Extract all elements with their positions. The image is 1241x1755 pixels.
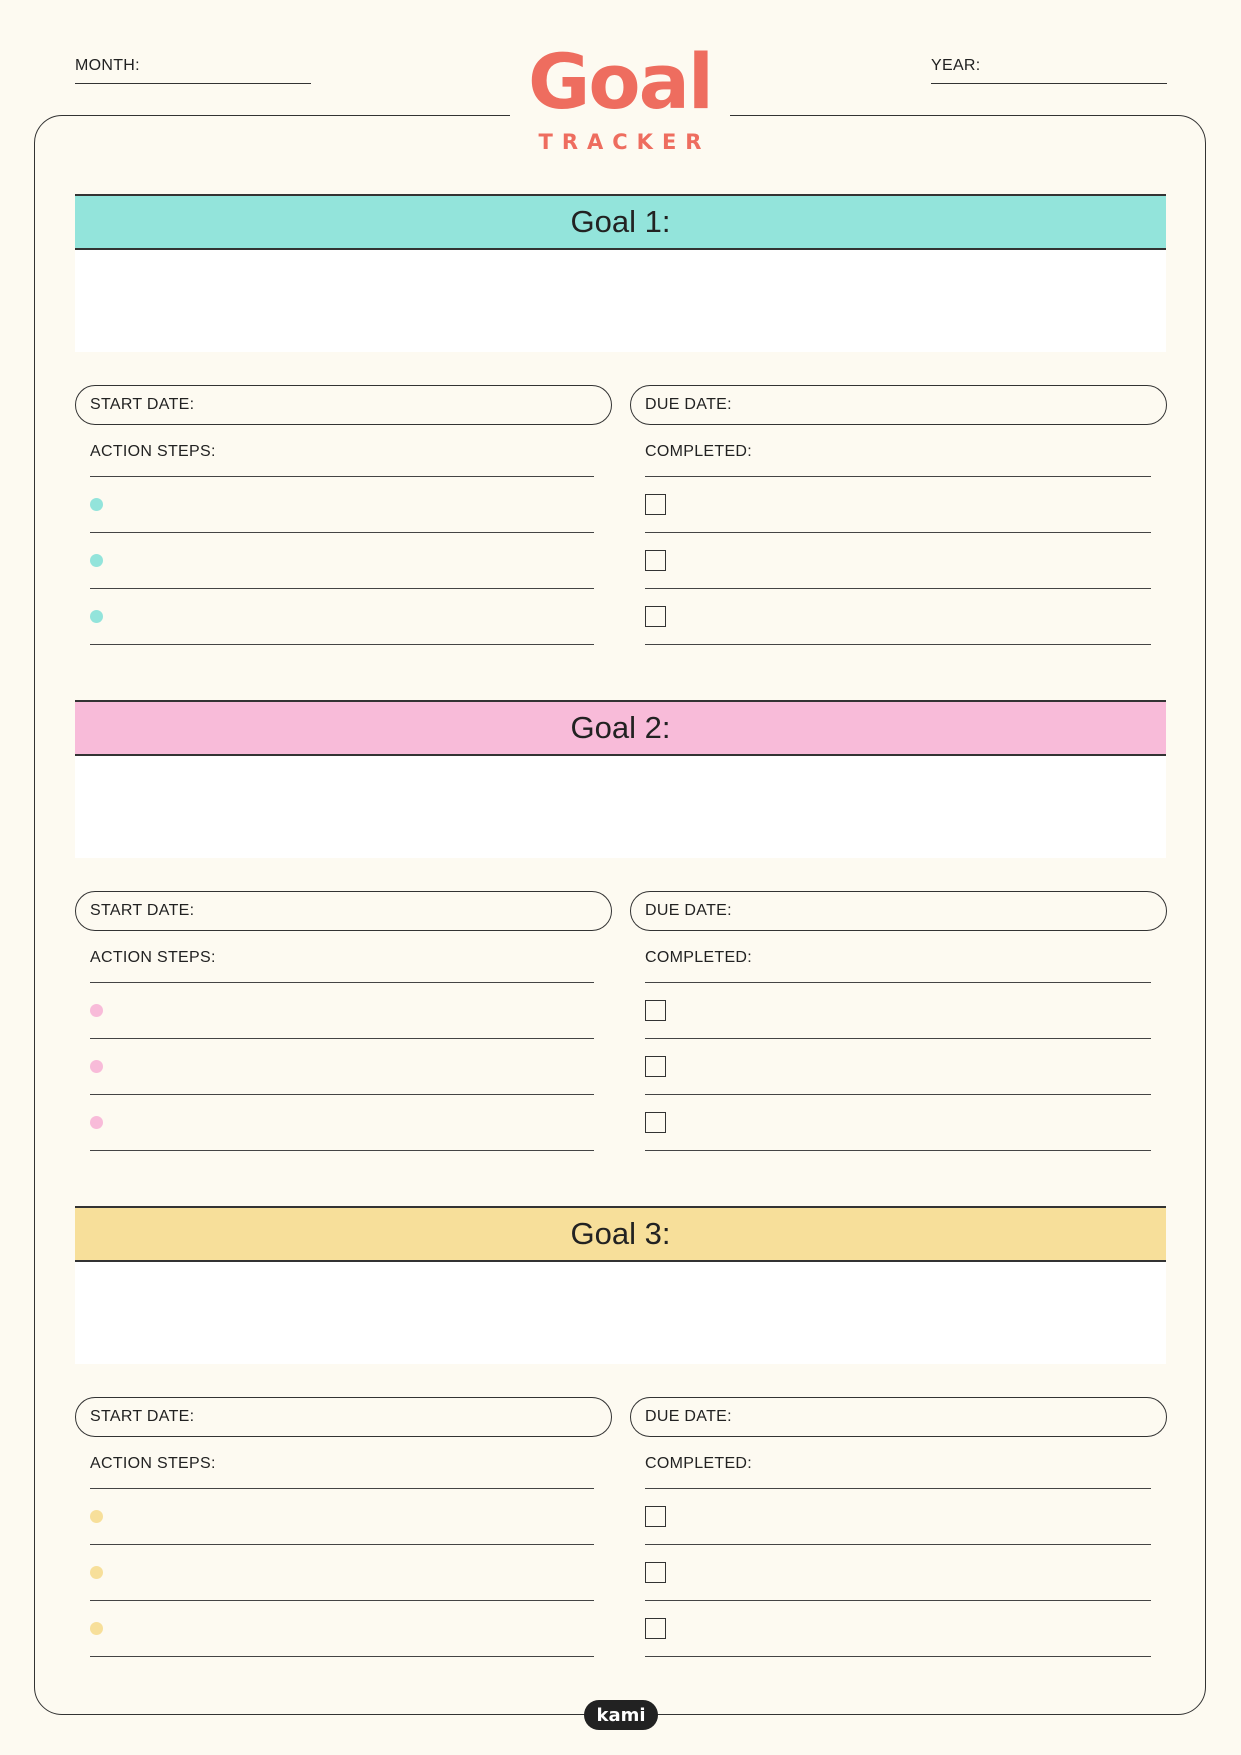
start-date-field[interactable]: START DATE:: [75, 385, 612, 425]
divider: [645, 1600, 1151, 1601]
due-date-field[interactable]: DUE DATE:: [630, 891, 1167, 931]
action-step-line[interactable]: [90, 1094, 594, 1095]
divider: [645, 1094, 1151, 1095]
checkbox[interactable]: [645, 1112, 666, 1133]
bullet-icon: [90, 1060, 103, 1073]
logo-subtitle: TRACKER: [538, 130, 711, 154]
divider: [645, 532, 1151, 533]
goal-header: Goal 1:: [75, 194, 1166, 250]
bullet-icon: [90, 610, 103, 623]
checkbox[interactable]: [645, 1618, 666, 1639]
checkbox[interactable]: [645, 606, 666, 627]
goal-section-3: [0, 1206, 1241, 1676]
action-step-line[interactable]: [90, 1544, 594, 1545]
action-steps-label: ACTION STEPS:: [90, 1455, 216, 1472]
goal-header: Goal 3:: [75, 1206, 1166, 1262]
checkbox[interactable]: [645, 1506, 666, 1527]
bullet-icon: [90, 1510, 103, 1523]
divider: [90, 982, 594, 983]
action-steps-label: ACTION STEPS:: [90, 949, 216, 966]
action-step-line[interactable]: [90, 644, 594, 645]
completed-label: COMPLETED:: [645, 443, 753, 460]
due-date-field[interactable]: DUE DATE:: [630, 1397, 1167, 1437]
divider: [645, 1150, 1151, 1151]
due-date-field[interactable]: DUE DATE:: [630, 385, 1167, 425]
completed-label: COMPLETED:: [645, 1455, 753, 1472]
divider: [645, 1544, 1151, 1545]
bullet-icon: [90, 1116, 103, 1129]
goal-description-area[interactable]: [75, 1262, 1166, 1364]
goal-section-2: [0, 700, 1241, 1170]
action-step-line[interactable]: [90, 1656, 594, 1657]
month-label: MONTH:: [75, 57, 140, 74]
checkbox[interactable]: [645, 494, 666, 515]
divider: [645, 588, 1151, 589]
bullet-icon: [90, 1566, 103, 1579]
action-step-line[interactable]: [90, 1038, 594, 1039]
divider: [645, 982, 1151, 983]
logo-title: Goal: [528, 37, 712, 126]
checkbox[interactable]: [645, 1000, 666, 1021]
divider: [90, 476, 594, 477]
goal-description-area[interactable]: [75, 756, 1166, 858]
start-date-field[interactable]: START DATE:: [75, 891, 612, 931]
divider: [645, 1488, 1151, 1489]
divider: [645, 644, 1151, 645]
year-label: YEAR:: [931, 57, 981, 74]
divider: [645, 476, 1151, 477]
bullet-icon: [90, 1004, 103, 1017]
divider: [90, 1488, 594, 1489]
goal-description-area[interactable]: [75, 250, 1166, 352]
bullet-icon: [90, 1622, 103, 1635]
start-date-field[interactable]: START DATE:: [75, 1397, 612, 1437]
year-input-line[interactable]: [931, 83, 1167, 84]
action-step-line[interactable]: [90, 1150, 594, 1151]
bullet-icon: [90, 498, 103, 511]
completed-label: COMPLETED:: [645, 949, 753, 966]
action-step-line[interactable]: [90, 1600, 594, 1601]
kami-logo: kami: [584, 1700, 658, 1730]
checkbox[interactable]: [645, 1562, 666, 1583]
divider: [645, 1656, 1151, 1657]
goal-section-1: [0, 194, 1241, 664]
goal-header: Goal 2:: [75, 700, 1166, 756]
divider: [645, 1038, 1151, 1039]
checkbox[interactable]: [645, 1056, 666, 1077]
action-step-line[interactable]: [90, 588, 594, 589]
month-input-line[interactable]: [75, 83, 311, 84]
action-steps-label: ACTION STEPS:: [90, 443, 216, 460]
checkbox[interactable]: [645, 550, 666, 571]
action-step-line[interactable]: [90, 532, 594, 533]
bullet-icon: [90, 554, 103, 567]
